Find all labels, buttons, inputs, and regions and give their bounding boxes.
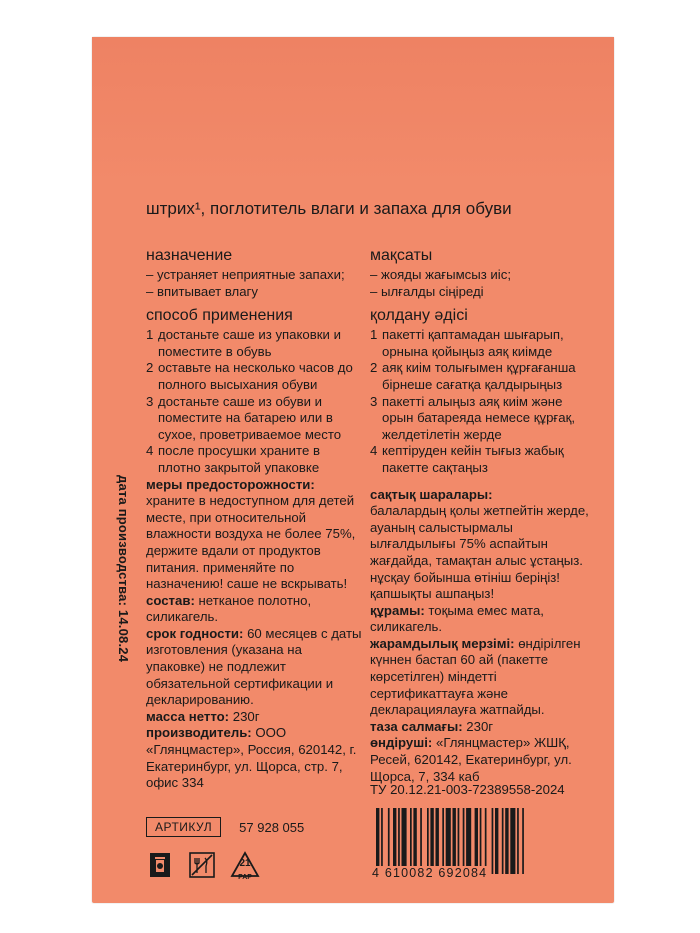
usage-step-ru	[146, 360, 364, 393]
producer-text-ru: ООО «Глянцмастер», Россия, 620142, г. Екатеринбург, ул. Щорса, стр. 7, офис 334	[146, 725, 357, 791]
step-number: 2	[370, 360, 378, 376]
usage-step-ru	[146, 327, 364, 360]
precautions-text-kz: балалардың қолы жетпейтін жерде, ауаның салыстырмалы ылғалдылығы 75% аспайтын жағдайда, тамақтан алыс ұстаңыз. нұсқау бойынша өтініш беріңіз! қапшықты ашпаңыз!	[370, 503, 589, 602]
usage-heading-kz: қолдану әдісі	[370, 307, 468, 325]
net-mass-kz	[370, 719, 590, 736]
composition-kz	[370, 603, 590, 636]
step-text: пакетті қаптамадан шығарып, орнына қойыңыз аяқ киімде	[382, 327, 564, 359]
step-number: 4	[146, 443, 154, 459]
step-number: 3	[146, 393, 154, 409]
info-icons	[146, 848, 260, 882]
usage-heading-ru: способ применения	[146, 307, 293, 325]
shelf-life-ru	[146, 626, 364, 709]
composition-text-ru: нетканое полотно, силикагель.	[146, 592, 312, 625]
producer-label-ru: производитель:	[146, 725, 252, 741]
step-number: 3	[370, 393, 378, 409]
composition-label-kz: құрамы:	[370, 602, 425, 618]
step-number: 1	[146, 327, 154, 343]
usage-step-ru	[146, 443, 364, 476]
step-text: пакетті алыңыз аяқ киім және орын батареяда немесе құрғақ, желдетілетін жерде	[382, 393, 576, 442]
recycle-21-pap-icon	[230, 848, 260, 882]
shelf-text-ru: 60 месяцев с даты изготовления (указана на упаковке) не подлежит обязательной сертификации и декларированию.	[146, 625, 362, 708]
precautions-text-ru: храните в недоступном для детей месте, при относительной влажности воздуха не более 75%, держите вдали от продуктов питания. применяйте по назначению! саше не вскрывать!	[146, 493, 356, 592]
shelf-life-kz	[370, 636, 590, 719]
producer-label-kz: өндіруші:	[370, 735, 433, 751]
step-number: 2	[146, 360, 154, 376]
usage-step-kz	[370, 443, 590, 476]
step-number: 4	[370, 443, 378, 459]
step-text: кептіруден кейін тығыз жабық пакетте сақтаңыз	[382, 443, 564, 475]
step-text: оставьте на несколько часов до полного высыхания обуви	[158, 360, 353, 392]
shelf-text-kz: өндірілген күннен бастап 60 ай (пакетте көрсетілген) міндетті сертификаттауға және декларациялауға жатпайды.	[370, 635, 581, 718]
step-number: 1	[370, 327, 378, 343]
kazakh-column	[370, 246, 590, 785]
tu-code: ТУ 20.12.21-003-72389558-2024	[370, 782, 565, 797]
precautions-kz	[370, 487, 590, 603]
purpose-item-kz: – ылғалды сіңіреді	[370, 283, 484, 299]
article-number: 57 928 055	[239, 819, 305, 835]
precautions-ru	[146, 477, 364, 593]
composition-text-kz: тоқыма емес мата, силикагель.	[370, 602, 544, 635]
recycle-code: 21	[239, 858, 251, 869]
shelf-label-kz: жарамдылық мерзімі:	[370, 635, 515, 651]
usage-step-kz	[370, 327, 590, 360]
recycle-label: PAP	[238, 874, 252, 881]
barcode	[370, 808, 592, 874]
purpose-item-kz: – жояды жағымсыз иіс;	[370, 267, 511, 282]
composition-label-ru: состав:	[146, 592, 195, 608]
precautions-label-ru: меры предосторожности:	[146, 476, 315, 492]
not-edible-icon	[188, 851, 216, 879]
purpose-heading-kz: мақсаты	[370, 247, 433, 264]
net-mass-ru	[146, 709, 364, 726]
purpose-heading-ru: назначение	[146, 247, 233, 264]
usage-step-kz	[370, 394, 590, 444]
mass-text-kz: 230г	[466, 718, 494, 734]
article-label: АРТИКУЛ	[146, 817, 221, 837]
producer-ru	[146, 725, 364, 791]
barcode-digits: 4 610082 692084	[372, 866, 488, 880]
mass-text-ru: 230г	[232, 708, 260, 724]
usage-step-ru	[146, 394, 364, 444]
mass-label-ru: масса нетто:	[146, 708, 230, 724]
shelf-label-ru: срок годности:	[146, 625, 244, 641]
mass-label-kz: таза салмағы:	[370, 718, 463, 734]
purpose-item-ru: – впитывает влагу	[146, 283, 258, 299]
step-text: достаньте саше из упаковки и поместите в обувь	[158, 327, 341, 359]
usage-step-kz	[370, 360, 590, 393]
producer-kz	[370, 735, 590, 785]
russian-column	[146, 246, 364, 792]
step-text: после просушки храните в плотно закрытой упаковке	[158, 443, 320, 475]
production-date: дата производства: 14.08.24	[116, 475, 131, 663]
producer-text-kz: «Глянцмастер» ЖШҚ, Ресей, 620142, Екатеринбург, ул. Щорса, 7, 334 каб	[370, 735, 572, 784]
step-text: достаньте саше из обуви и поместите на батарею или в сухое, проветриваемое место	[158, 393, 342, 442]
purpose-item-ru: – устраняет неприятные запахи;	[146, 267, 345, 282]
article-block	[146, 817, 304, 837]
product-title: штрих¹, поглотитель влаги и запаха для обуви	[146, 199, 512, 218]
precautions-label-kz: сақтық шаралары:	[370, 486, 493, 502]
trash-bin-icon	[146, 851, 174, 879]
composition-ru	[146, 593, 364, 626]
step-text: аяқ киім толығымен құрғағанша бірнеше сағатқа қалдырыңыз	[382, 360, 576, 392]
